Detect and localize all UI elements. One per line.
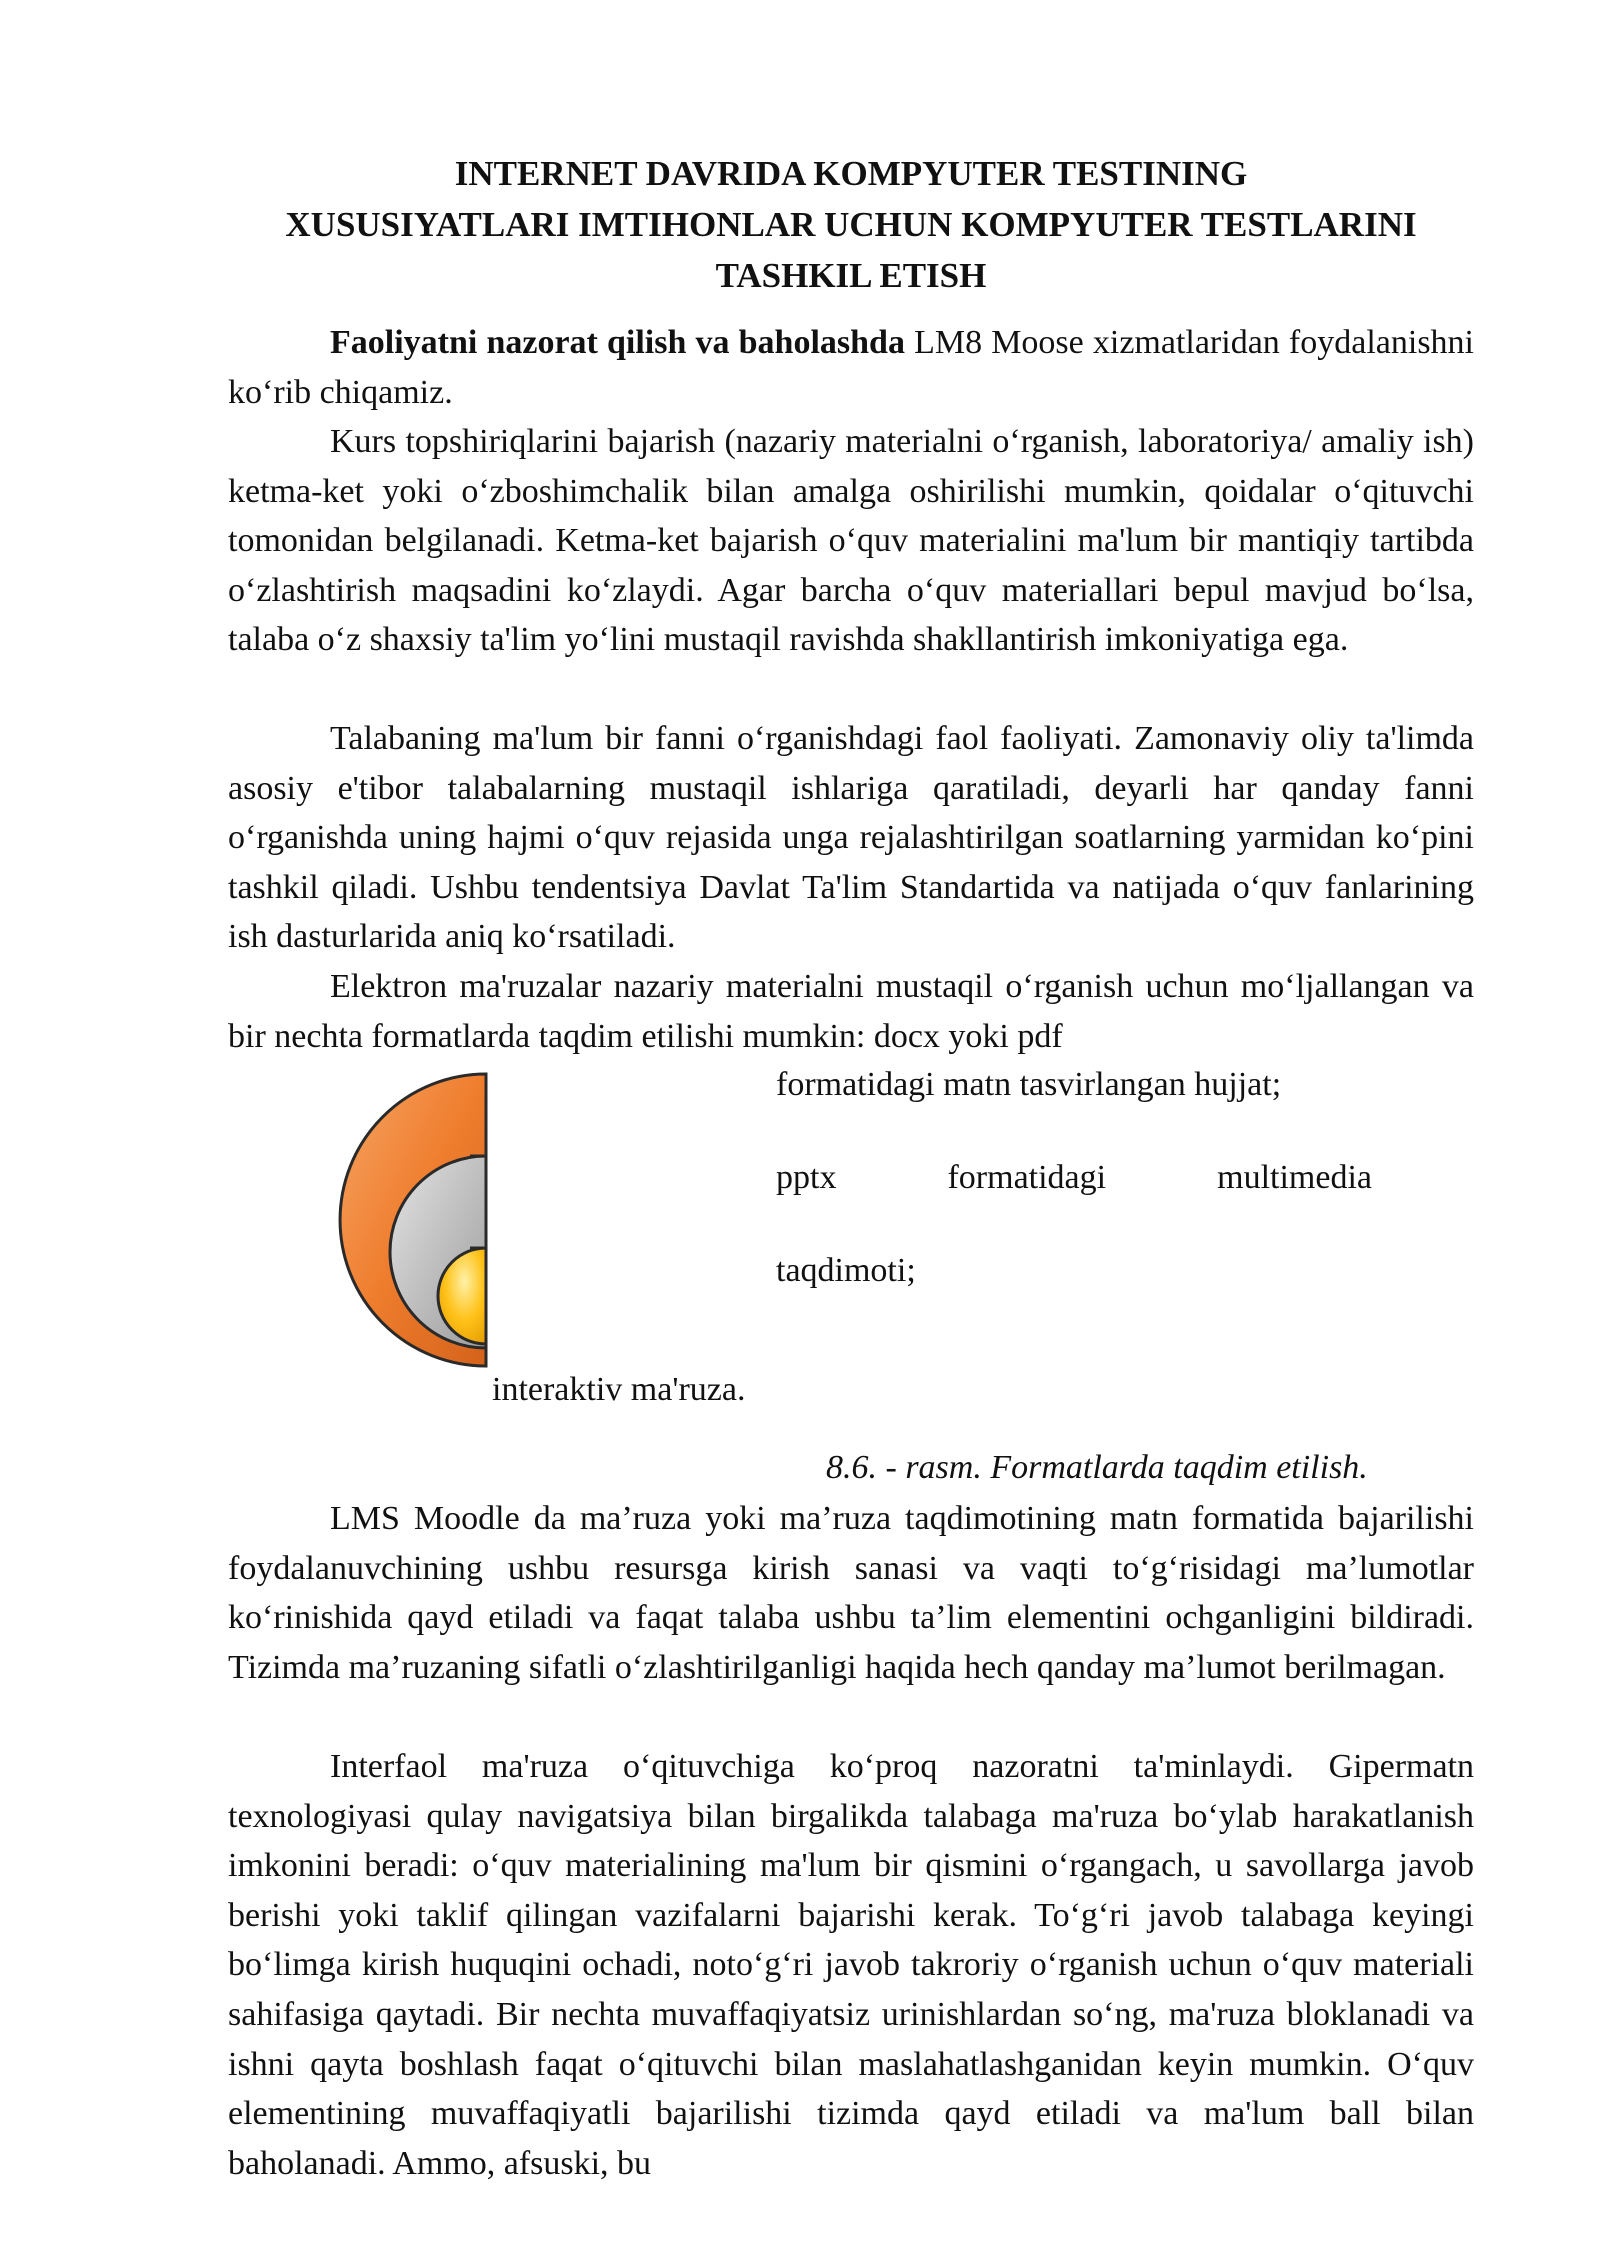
paragraph-6: Interfaol ma'ruza oʻqituvchiga koʻproq nazoratni ta'minlaydi. Gipermatn texnologiyasi qulay navigatsiya bilan birgalikda talabaga ma'ruza boʻylab harakatlanish imkonini beradi: oʻquv materialining ma'lum bir qismini oʻrgangach, u savollarga javob berishi yoki taklif qilingan vazifalarni bajarishi kerak. Toʻgʻri javob talabaga keyingi boʻlimga kirish huquqini ochadi, notoʻgʻri javob takroriy oʻrganish uchun oʻquv materiali sahifasiga qaytadi. Bir nechta muvaffaqiyatsiz urinishlardan soʻng, ma'ruza bloklanadi va ishni qayta boshlash faqat oʻqituvchi bilan maslahatlashganidan keyin mumkin. Oʻquv elementining muvaffaqiyatli bajarilishi tizimda qayd etiladi va ma'lum ball bilan baholanadi. Ammo, afsuski, bu [228, 1748, 1474, 2182]
paragraph-1 [228, 318, 1474, 417]
paragraph-1-text: LM8 Moose xizmatlaridan foydalanishni koʻrib chiqamiz. [228, 324, 1474, 411]
title-line-3: TASHKIL ETISH [715, 256, 987, 295]
figure-item-docx-pdf: formatidagi matn tasvirlangan hujjat; [776, 1066, 1282, 1103]
paragraph-3: Talabaning ma'lum bir fanni oʻrganishdagi faol faoliyati. Zamonaviy oliy ta'limda asosiy e'tibor talabalarning mustaqil ishlariga qaratiladi, deyarli har qanday fanni oʻrganishda uning hajmi oʻquv rejasida unga rejalashtirilgan soatlarning yarmidan koʻpini tashkil qiladi. Ushbu tendentsiya Davlat Ta'lim Standartida va natijada oʻquv fanlarining ish dasturlarida aniq koʻrsatiladi. [228, 720, 1474, 956]
paragraph-2: Kurs topshiriqlarini bajarish (nazariy materialni oʻrganish, laboratoriya/ amaliy ish) ketma-ket yoki oʻzboshimchalik bilan amalga oshirilishi mumkin, qoidalar oʻqituvchi tomonidan belgilanadi. Ketma-ket bajarish oʻquv materialini ma'lum bir mantiqiy tartibda oʻzlashtirish maqsadini koʻzlaydi. Agar barcha oʻquv materiallari bepul mavjud boʻlsa, talaba oʻz shaxsiy ta'lim yoʻlini mustaqil ravishda shakllantirish imkoniyatiga ega. [228, 423, 1474, 659]
paragraph-5: LMS Moodle da ma’ruza yoki ma’ruza taqdimotining matn formatida bajarilishi foydalanuvchining ushbu resursga kirish sanasi va vaqti toʻgʻrisidagi ma’lumotlar koʻrinishida qayd etiladi va faqat talaba ushbu ta’lim elementini ochganligini bildiradi. Tizimda ma’ruzaning sifatli oʻzlashtirilganligi haqida hech qanday ma’lumot berilmagan. [228, 1500, 1474, 1686]
page-title [228, 148, 1474, 301]
paragraph-1-bold: Faoliyatni nazorat qilish va baholashda [330, 324, 905, 361]
figure-item-interactive: interaktiv ma'ruza. [492, 1371, 746, 1408]
title-line-2: XUSUSIYATLARI IMTIHONLAR UCHUN KOMPYUTER TESTLARINI [285, 205, 1417, 244]
figure-item-pptx-word-2: formatidagi [947, 1159, 1107, 1196]
figure-item-pptx-word-1: pptx [776, 1159, 837, 1196]
figure-item-pptx-continued: taqdimoti; [776, 1252, 916, 1289]
figure-caption: 8.6. - rasm. Formatlarda taqdim etilish. [826, 1449, 1368, 1486]
title-line-1: INTERNET DAVRIDA KOMPYUTER TESTINING [454, 154, 1248, 193]
figure-item-pptx-word-3: multimedia [1217, 1159, 1372, 1196]
paragraph-4: Elektron ma'ruzalar nazariy materialni mustaqil oʻrganish uchun moʻljallangan va bir nechta formatlarda taqdim etilishi mumkin: docx yoki pdf [228, 968, 1474, 1055]
figure-item-pptx [776, 1153, 1372, 1203]
formats-semicircle-figure [330, 1070, 490, 1370]
